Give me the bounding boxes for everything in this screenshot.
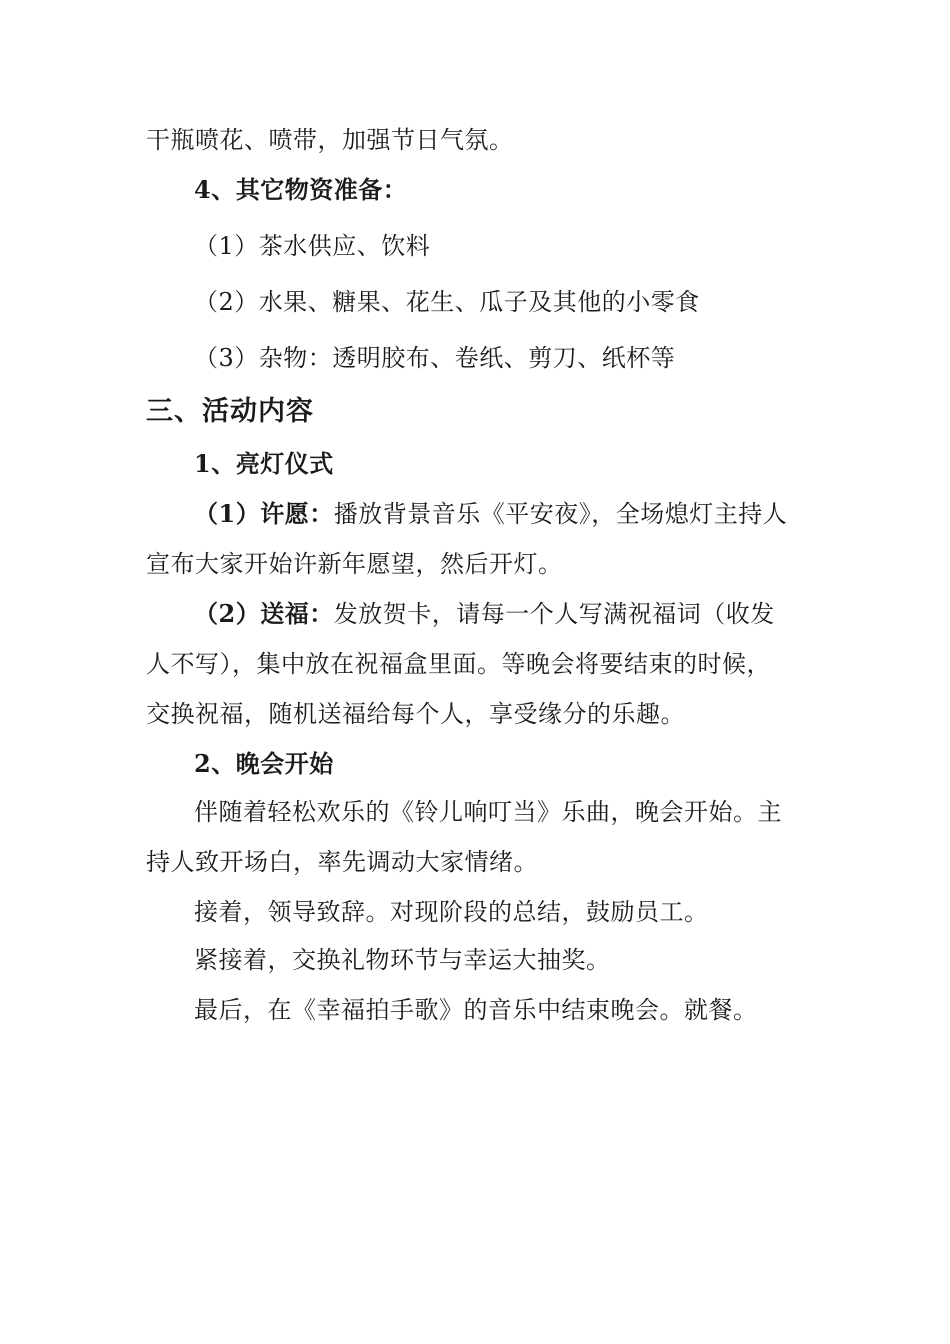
paragraph-line: 伴随着轻松欢乐的《铃儿响叮当》乐曲，晚会开始。主 — [194, 798, 782, 826]
paragraph-line — [194, 598, 775, 630]
paragraph-line: 干瓶喷花、喷带，加强节日气氛。 — [146, 126, 514, 154]
paragraph-line: 接着，领导致辞。对现阶段的总结，鼓励员工。 — [194, 898, 709, 926]
list-item: （3）杂物：透明胶布、卷纸、剪刀、纸杯等 — [194, 344, 676, 372]
section-heading: 三、活动内容 — [146, 396, 314, 427]
list-item: （2）水果、糖果、花生、瓜子及其他的小零食 — [194, 288, 700, 316]
paragraph-line: 紧接着，交换礼物环节与幸运大抽奖。 — [194, 946, 611, 974]
paragraph-line: 宣布大家开始许新年愿望，然后开灯。 — [146, 550, 563, 578]
item-text: 播放背景音乐《平安夜》，全场熄灯主持人 — [333, 500, 788, 528]
subsection-heading: 2、晚会开始 — [194, 749, 334, 778]
paragraph-line — [194, 498, 787, 530]
paragraph-line: 持人致开场白，率先调动大家情绪。 — [146, 848, 538, 876]
item-label: （2）送福： — [194, 599, 334, 628]
paragraph-line: 交换祝福，随机送福给每个人，享受缘分的乐趣。 — [146, 700, 685, 728]
subsection-heading: 1、亮灯仪式 — [194, 449, 334, 478]
list-item: （1）茶水供应、饮料 — [194, 232, 431, 260]
item-text: 发放贺卡，请每一个人写满祝福词（收发 — [333, 600, 775, 628]
paragraph-line: 人不写），集中放在祝福盒里面。等晚会将要结束的时候， — [146, 650, 771, 678]
subsection-heading: 4、其它物资准备： — [194, 175, 408, 204]
item-label: （1）许愿： — [194, 499, 334, 528]
paragraph-line: 最后，在《幸福拍手歌》的音乐中结束晚会。就餐。 — [194, 996, 758, 1024]
